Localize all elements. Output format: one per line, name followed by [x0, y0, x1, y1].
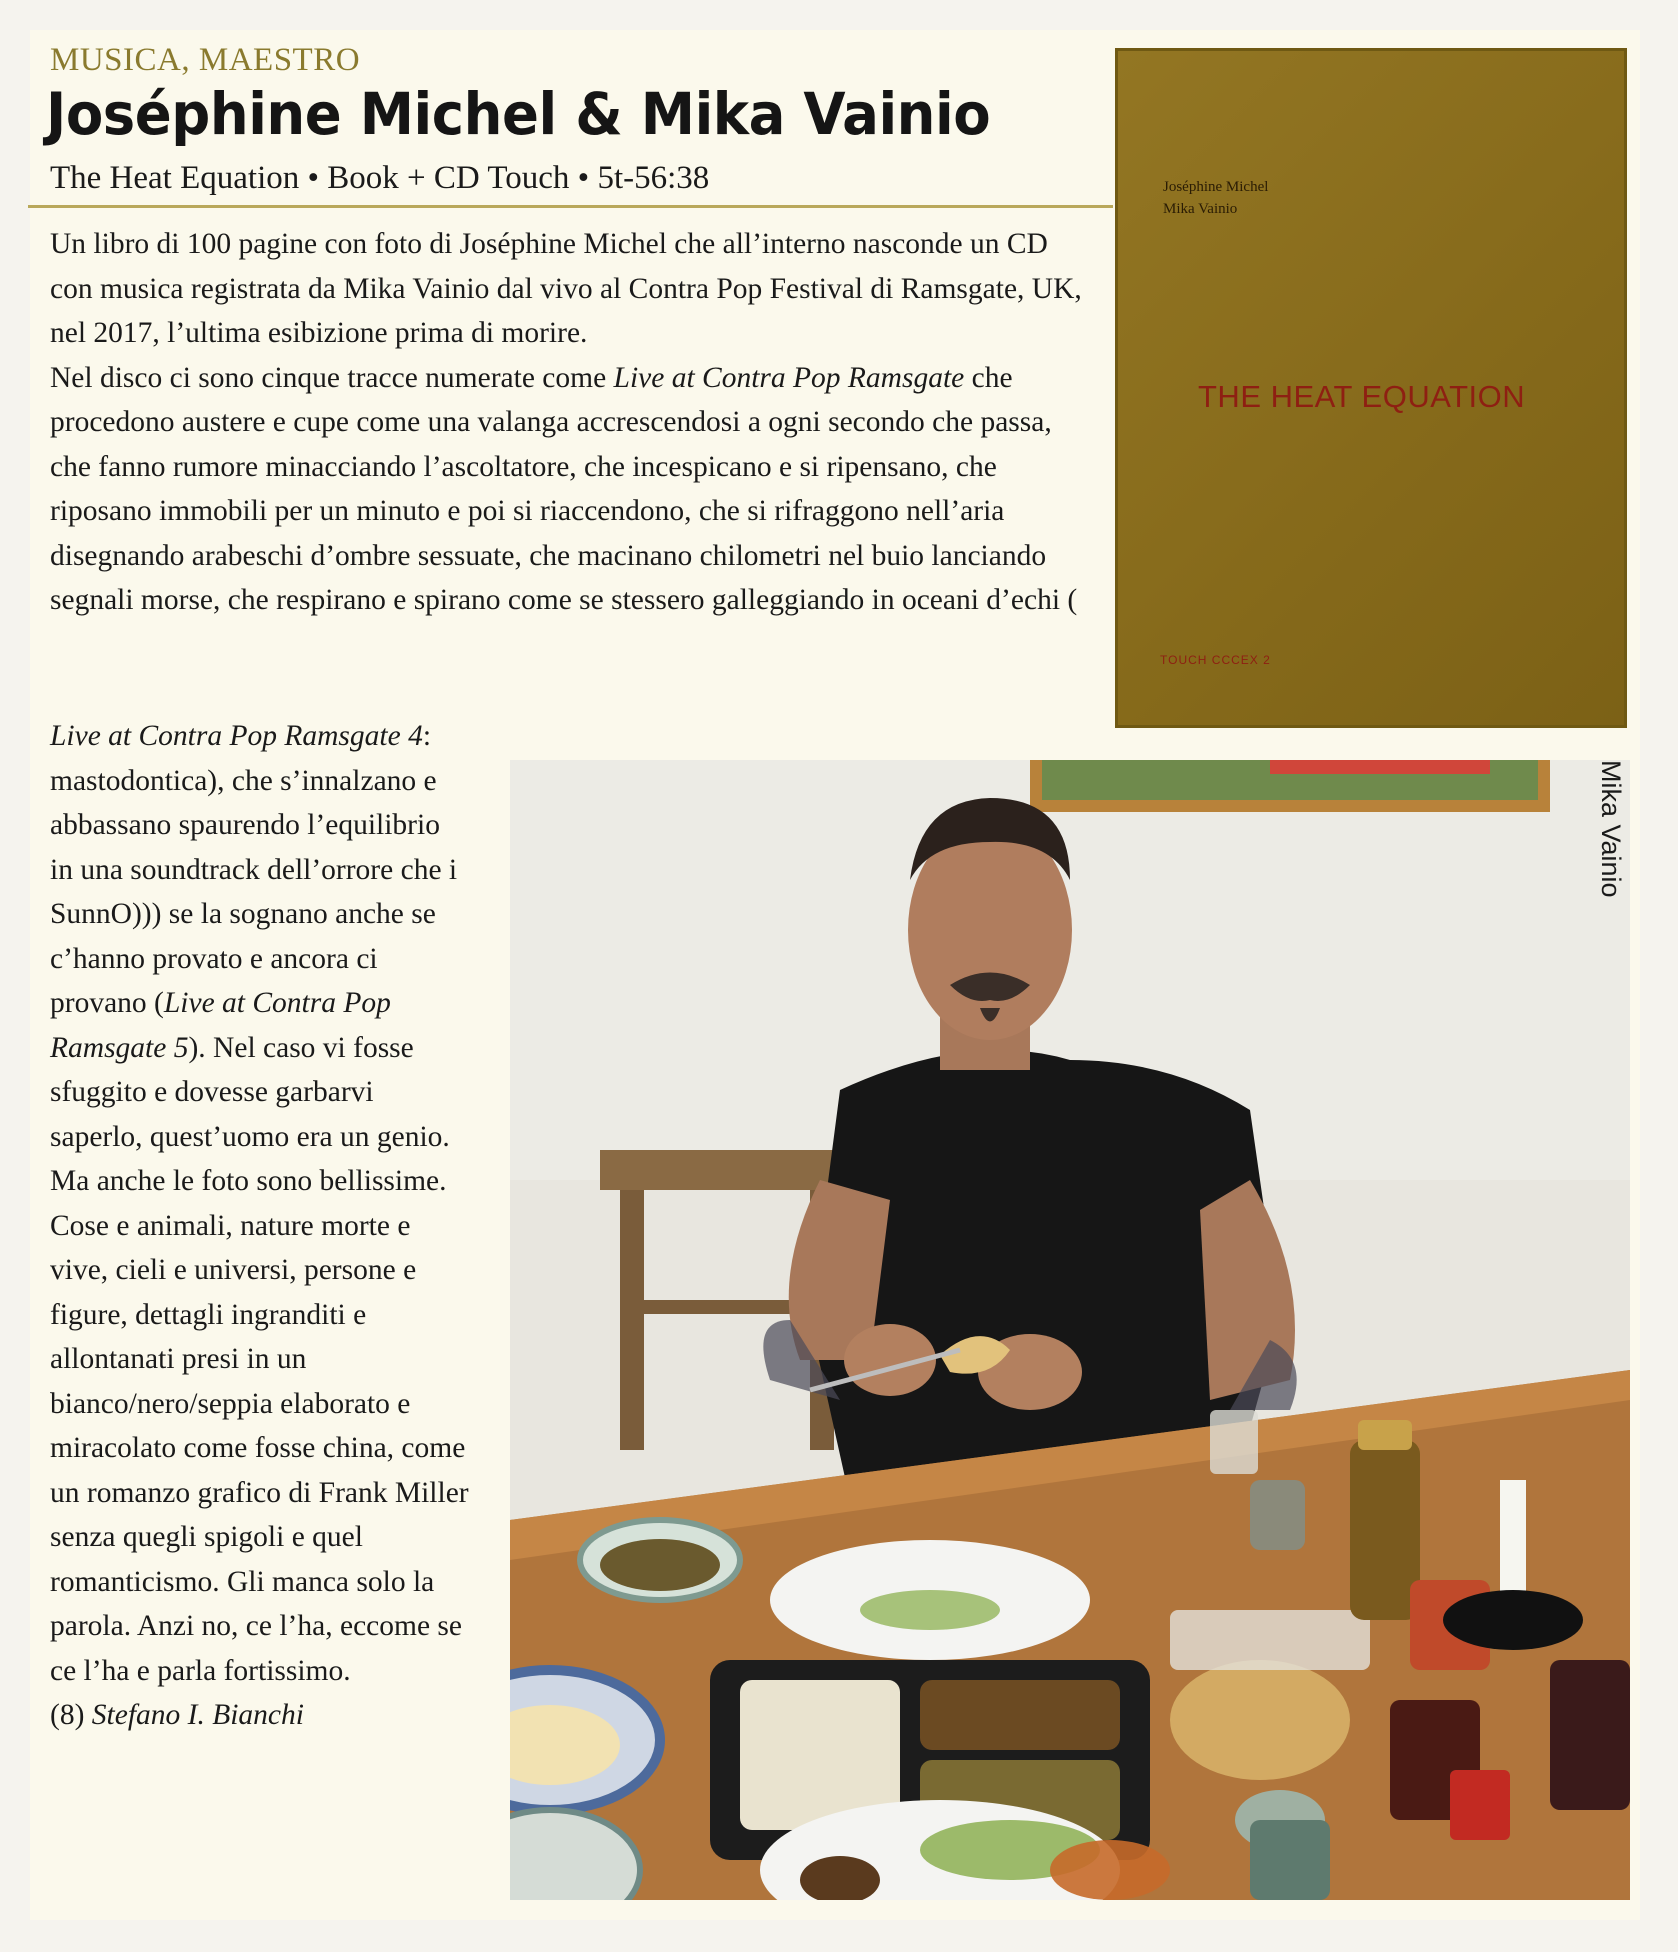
track-title: Live at Contra Pop Ramsgate — [613, 361, 965, 394]
paragraph-intro: Un libro di 100 pagine con foto di Joséphine Michel che all’interno nasconde un CD con musica registrata da Mika Vainio dal vivo al Contra Pop Festival di Ramsgate, UK, nel 2017, l’ultima esibizione prima di morire. — [50, 228, 1082, 349]
byline — [50, 1693, 470, 1738]
paragraph-tracks: Nel disco ci sono cinque tracce numerate come Live at Contra Pop Ramsgate che procedono austere e cupe come una valanga accrescendosi a ogni secondo che passa, che fanno rumore minacciando l’ascoltatore, che incespicano e si ripensano, che riposano immobili per un minuto e poi si riaccendono, che si rifraggono nell’aria disegnando arabeschi d’ombre sessuate, che macinano chilometri nel buio lanciando segnali morse, che respirano e spirano come se stessero galleggiando in oceani d’echi ( — [50, 361, 1078, 616]
photo-credit: Mika Vainio — [1596, 760, 1626, 898]
cover-author-2: Mika Vainio — [1163, 201, 1238, 217]
article-body-narrow — [50, 714, 470, 1738]
photo-illustration — [510, 760, 1630, 1900]
paragraph-tracks-continued: Live at Contra Pop Ramsgate 4: mastodontica), che s’innalzano e abbassano spaurendo l’equilibrio in una soundtrack dell’orrore che i SunnO))) se la sognano anche se c’hanno provato e ancora ci provano (Live at Contra Pop Ramsgate 5). Nel caso vi fosse sfuggito e dovesse garbarvi saperlo, quest’uomo era un genio. — [50, 720, 458, 1153]
track-title-5: Live at Contra Pop Ramsgate 5 — [50, 987, 391, 1064]
paragraph-photos: Ma anche le foto sono bellissime. Cose e animali, nature morte e vive, cieli e universi, persone e figure, dettagli ingranditi e allontanati presi in un bianco/nero/seppia elaborato e miracolato come fosse china, come un romanzo grafico di Frank Miller senza quegli spigoli e quel romanticismo. Gli manca solo la parola. Anzi no, ce l’ha, eccome se ce l’ha e parla fortissimo. — [50, 1165, 469, 1687]
track-title-4: Live at Contra Pop Ramsgate 4 — [50, 720, 423, 752]
cover-catalog: TOUCH CCCEX 2 — [1160, 653, 1271, 667]
album-cover — [1115, 48, 1627, 728]
cover-author-1: Joséphine Michel — [1163, 179, 1269, 195]
cover-title: THE HEAT EQUATION — [1198, 379, 1526, 414]
photo-mika-vainio — [510, 760, 1630, 1900]
header-rule — [28, 205, 1113, 208]
article-body-wide — [50, 222, 1090, 623]
section-kicker: MUSICA, MAESTRO — [50, 42, 361, 78]
article-title: Joséphine Michel & Mika Vainio — [46, 80, 991, 148]
release-info: The Heat Equation • Book + CD Touch • 5t-56:38 — [50, 160, 710, 196]
author-name: Stefano I. Bianchi — [91, 1699, 304, 1731]
rating: (8) — [50, 1699, 92, 1731]
